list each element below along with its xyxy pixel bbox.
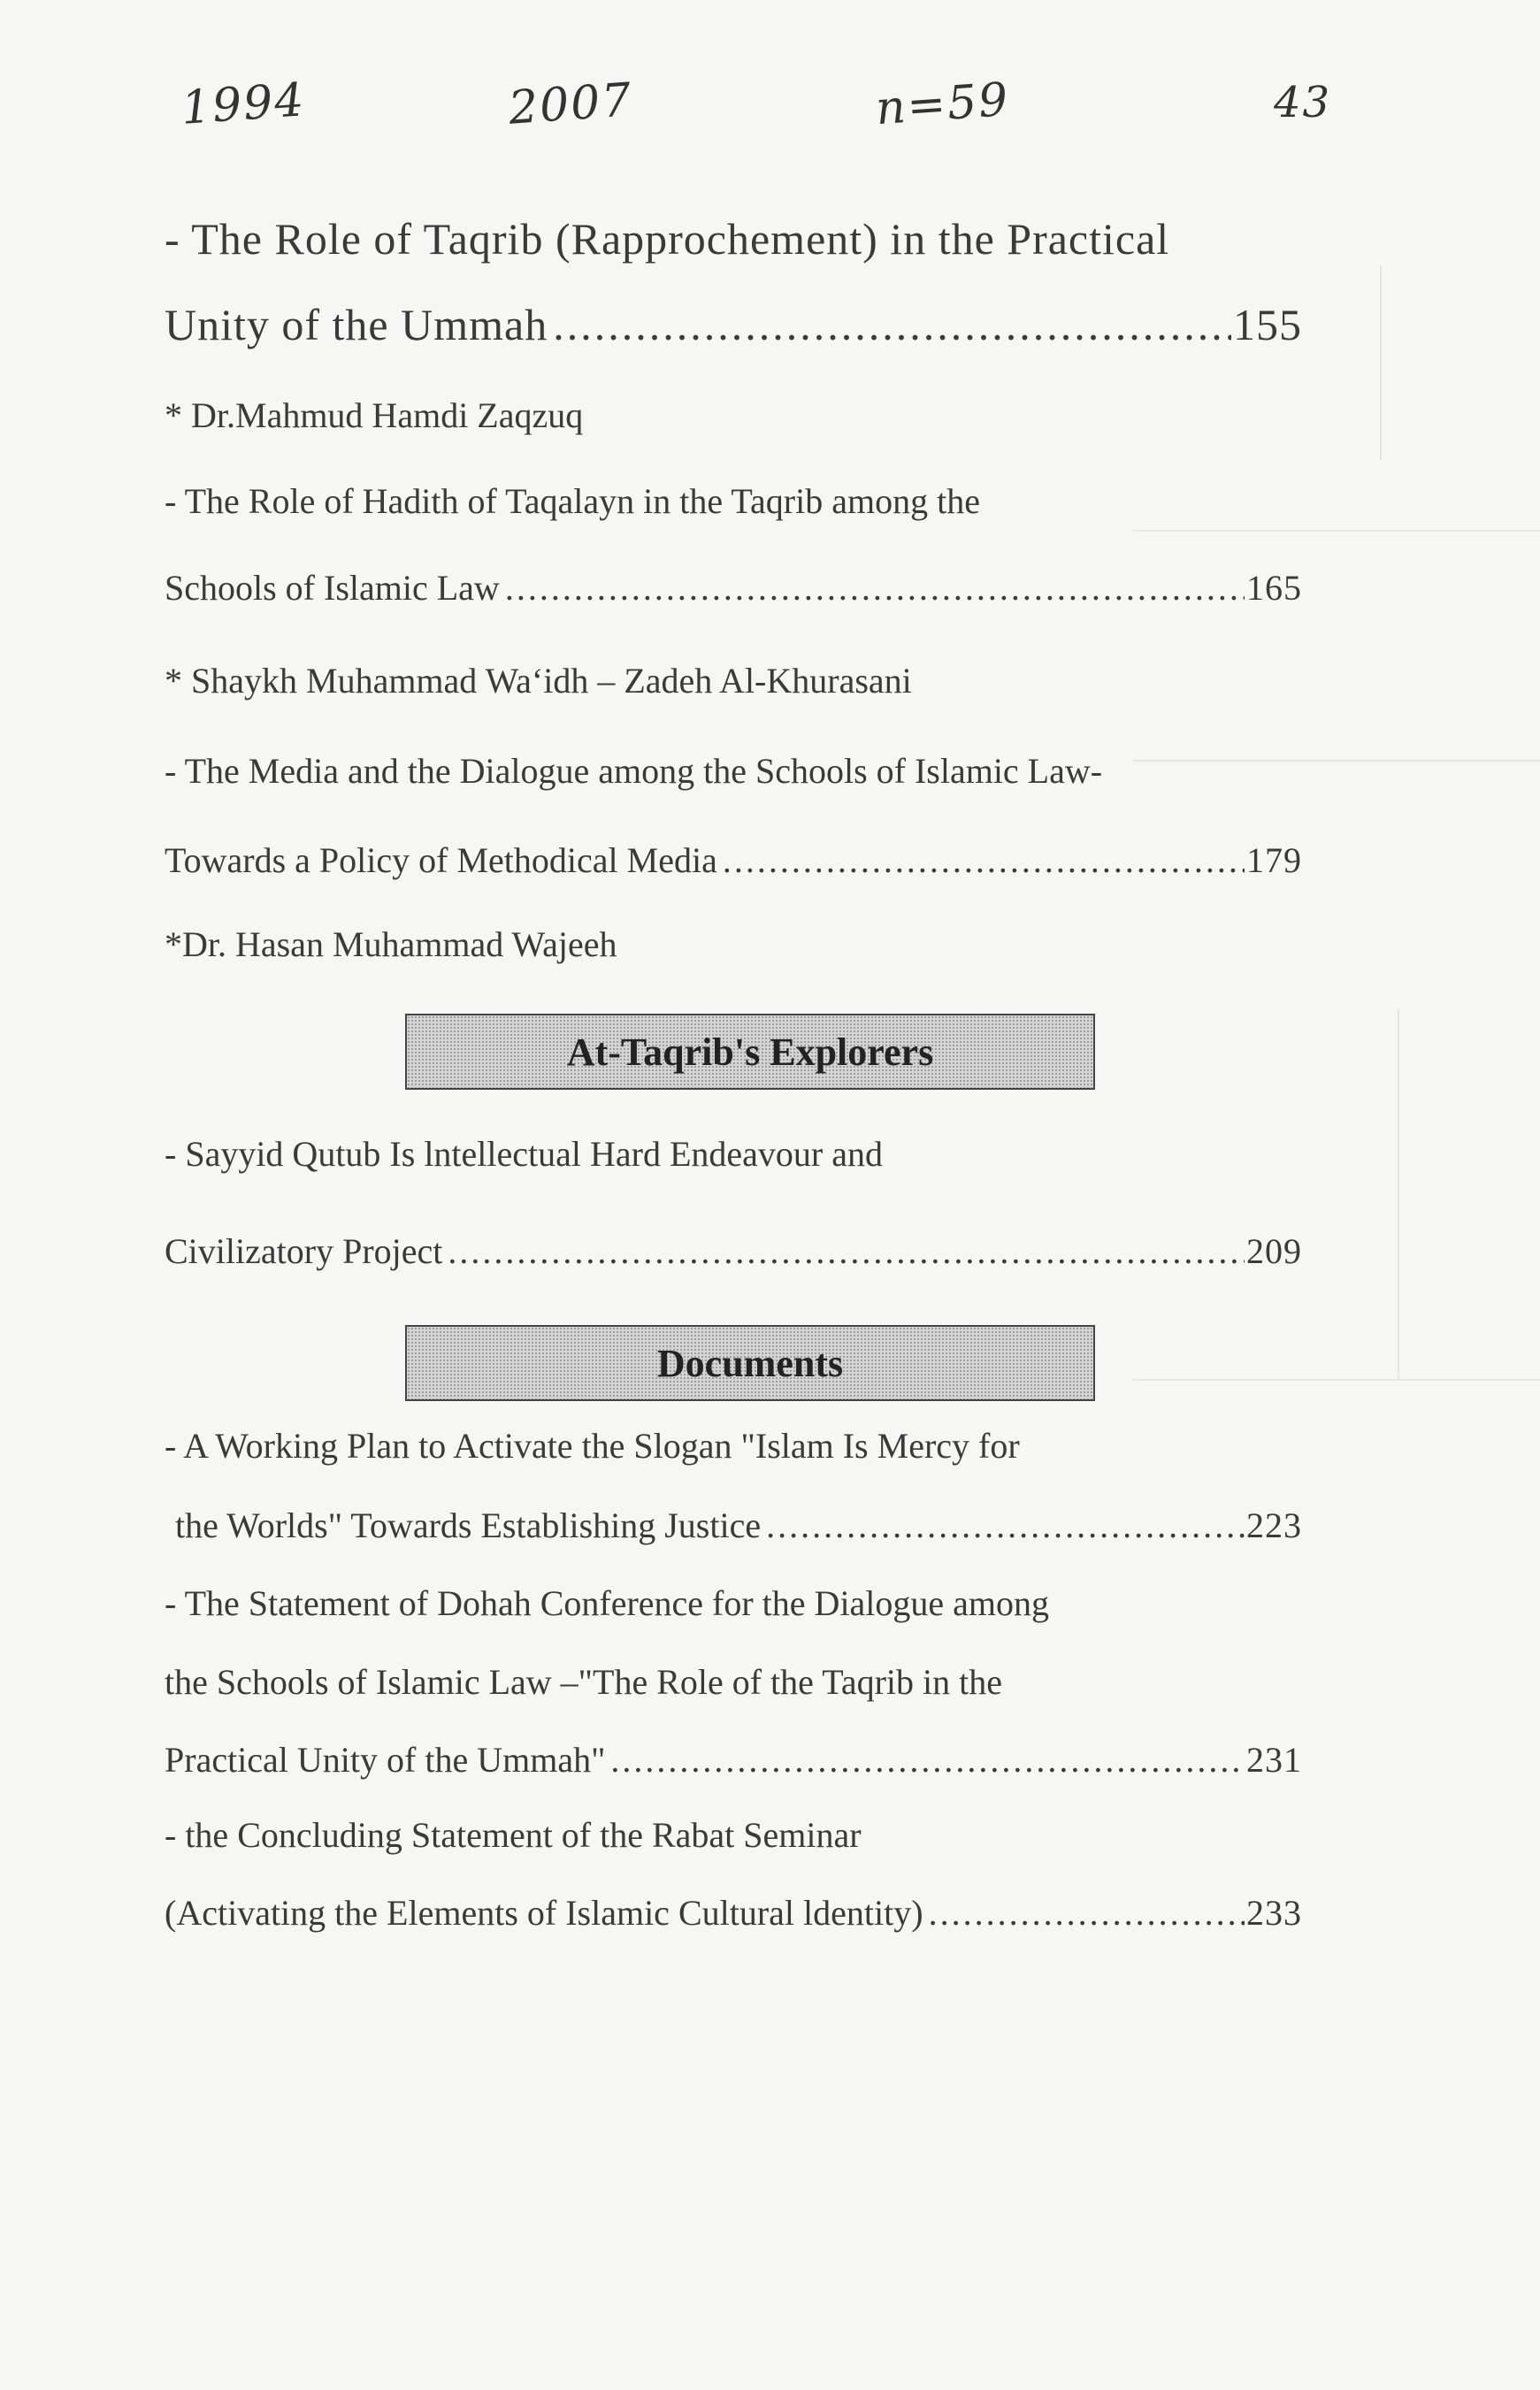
handwritten-note-year-start: 1994 [180,73,308,135]
toc-entry-title-line: - The Media and the Dialogue among the Schools of Islamic Law- [165,751,1103,791]
toc-entry-title-line: Schools of Islamic Law [165,568,500,608]
section-header-explorers [405,1014,1095,1090]
page-number: 165 [1246,568,1302,608]
toc-entry-title-line: the Schools of Islamic Law –"The Role of the Taqrib in the [165,1662,1003,1702]
toc-author: * Dr.Mahmud Hamdi Zaqzuq [165,395,584,435]
toc-entry-last-line [165,1231,1302,1271]
toc-entry-title-line: Civilizatory Project [165,1231,443,1271]
toc-entry-last-line [175,1505,1302,1545]
leader-dots [553,303,1231,347]
section-title: Documents [656,1341,844,1385]
toc-entry-last-line [165,1893,1302,1933]
toc-entry-title-line: - The Role of Taqrib (Rapprochement) in the Practical [165,214,1170,264]
leader-dots [505,571,1245,606]
bleed-through-marks [1009,0,1540,2390]
section-title: At-Taqrib's Explorers [566,1030,934,1074]
toc-entry-title-line: Practical Unity of the Ummah" [165,1740,606,1780]
page-number: 231 [1246,1740,1302,1780]
section-header-documents [405,1325,1095,1401]
toc-entry-title-line: (Activating the Elements of Islamic Cultural ldentity) [165,1893,923,1933]
toc-author: *Dr. Hasan Muhammad Wajeeh [165,924,617,964]
page-number: 179 [1246,840,1302,880]
toc-entry-last-line [165,568,1302,608]
page-number: 233 [1246,1893,1302,1933]
toc-entry-title-line: - The Role of Hadith of Taqalayn in the Taqrib among the [165,481,980,521]
handwritten-note-issue: 43 [1274,78,1332,127]
leader-dots [448,1234,1245,1269]
leader-dots [766,1508,1245,1544]
handwritten-note-year-end: 2007 [507,73,635,135]
page-number: 209 [1246,1231,1302,1271]
toc-author: * Shaykh Muhammad Wa‘idh – Zadeh Al-Khurasani [165,661,912,701]
toc-entry-title-line: - The Statement of Dohah Conference for the Dialogue among [165,1583,1050,1623]
toc-entry-title-line: - Sayyid Qutub Is lntellectual Hard Endeavour and [165,1134,883,1174]
toc-entry-title-line: - the Concluding Statement of the Rabat Seminar [165,1815,862,1855]
toc-entry-last-line [165,1740,1302,1780]
page-number: 223 [1246,1505,1302,1545]
leader-dots [610,1743,1245,1778]
leader-dots [723,843,1245,878]
toc-entry-last-line [165,840,1302,880]
toc-entry-last-line [165,300,1302,349]
toc-entry-title-line: Towards a Policy of Methodical Media [165,840,717,880]
toc-entry-title-line: the Worlds" Towards Establishing Justice [175,1505,762,1545]
toc-entry-title-line: - A Working Plan to Activate the Slogan "Islam Is Mercy for [165,1426,1020,1466]
leader-dots [929,1896,1245,1931]
toc-entry-title-line: Unity of the Ummah [165,300,548,349]
page-number: 155 [1233,300,1302,349]
handwritten-note-count: n=59 [874,73,1012,136]
